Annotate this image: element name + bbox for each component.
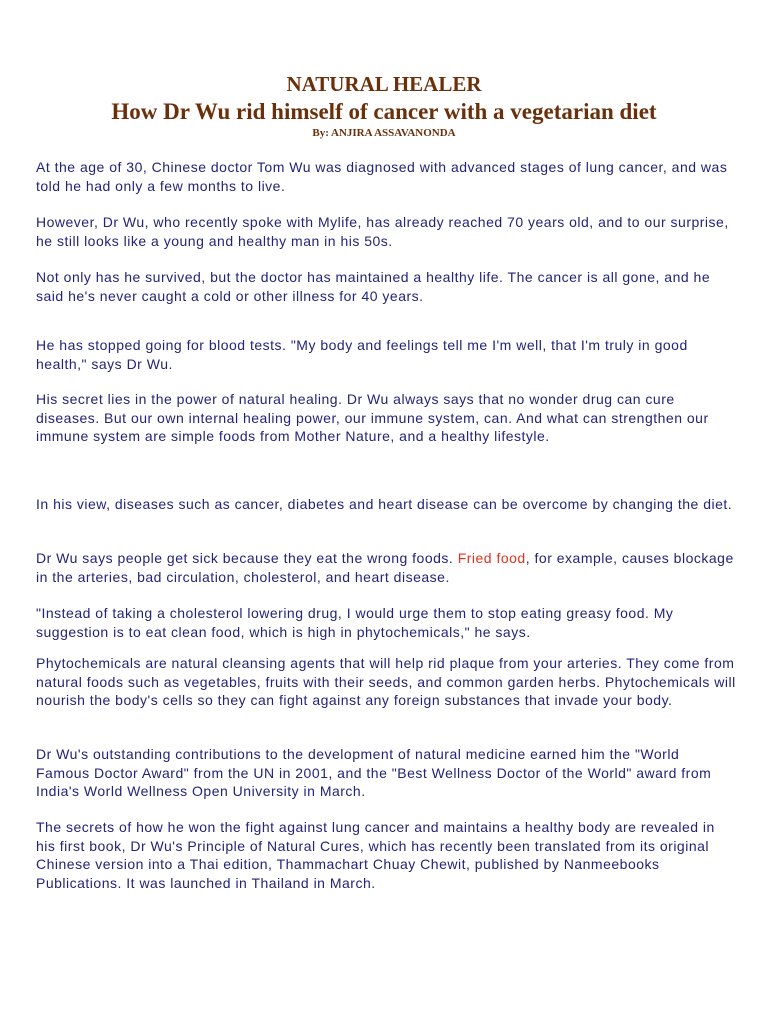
paragraph-11: The secrets of how he won the fight against lung cancer and maintains a healthy body are revealed in his first book, Dr Wu's Principle of Natural Cures, which has recently been translated from its original Chinese version into a Thai edition, Thammachart Chuay Chewit, published by Nanmeebooks Publications. It was launched in Thailand in March. (36, 819, 715, 891)
paragraph-6: In his view, diseases such as cancer, diabetes and heart disease can be overcome by changing the diet. (36, 496, 733, 512)
paragraph-9: Phytochemicals are natural cleansing agents that will help rid plaque from your arteries. They come from natural foods such as vegetables, fruits with their seeds, and common garden herbs. Phytochemicals will nourish the body's cells so they can fight against any foreign substances that invade your body. (36, 655, 736, 708)
paragraph-3: Not only has he survived, but the doctor has maintained a healthy life. The cancer is all gone, and he said he's never caught a cold or other illness for 40 years. (36, 269, 711, 304)
article-headline: How Dr Wu rid himself of cancer with a vegetarian diet (111, 99, 657, 124)
paragraph-4: He has stopped going for blood tests. "My body and feelings tell me I'm well, that I'm truly in good health," says Dr Wu. (36, 337, 688, 372)
article-byline: By: ANJIRA ASSAVANONDA (312, 127, 456, 139)
paragraph-7-text-start: Dr Wu says people get sick because they eat the wrong foods. (36, 550, 458, 566)
paragraph-1: At the age of 30, Chinese doctor Tom Wu was diagnosed with advanced stages of lung cancer, and was told he had only a few months to live. (36, 159, 728, 194)
paragraph-7-text-end: , for example, causes blockage in the arteries, bad circulation, cholesterol, and heart disease. (36, 550, 734, 585)
section-kicker: NATURAL HEALER (286, 72, 482, 96)
paragraph-5: His secret lies in the power of natural healing. Dr Wu always says that no wonder drug can cure diseases. But our own internal healing power, our immune system, can. And what can strengthen our immune system are simple foods from Mother Nature, and a healthy lifestyle. (36, 391, 709, 444)
paragraph-8: "Instead of taking a cholesterol lowering drug, I would urge them to stop eating greasy food. My suggestion is to eat clean food, which is high in phytochemicals," he says. (36, 605, 674, 640)
paragraph-2: However, Dr Wu, who recently spoke with Mylife, has already reached 70 years old, and to our surprise, he still looks like a young and healthy man in his 50s. (36, 214, 729, 249)
paragraph-10: Dr Wu's outstanding contributions to the development of natural medicine earned him the "World Famous Doctor Award" from the UN in 2001, and the "Best Wellness Doctor of the World" award from India's World Wellness Open University in March. (36, 746, 712, 799)
fried-food-highlight: Fried food (457, 550, 526, 566)
paragraph-7 (36, 549, 736, 586)
